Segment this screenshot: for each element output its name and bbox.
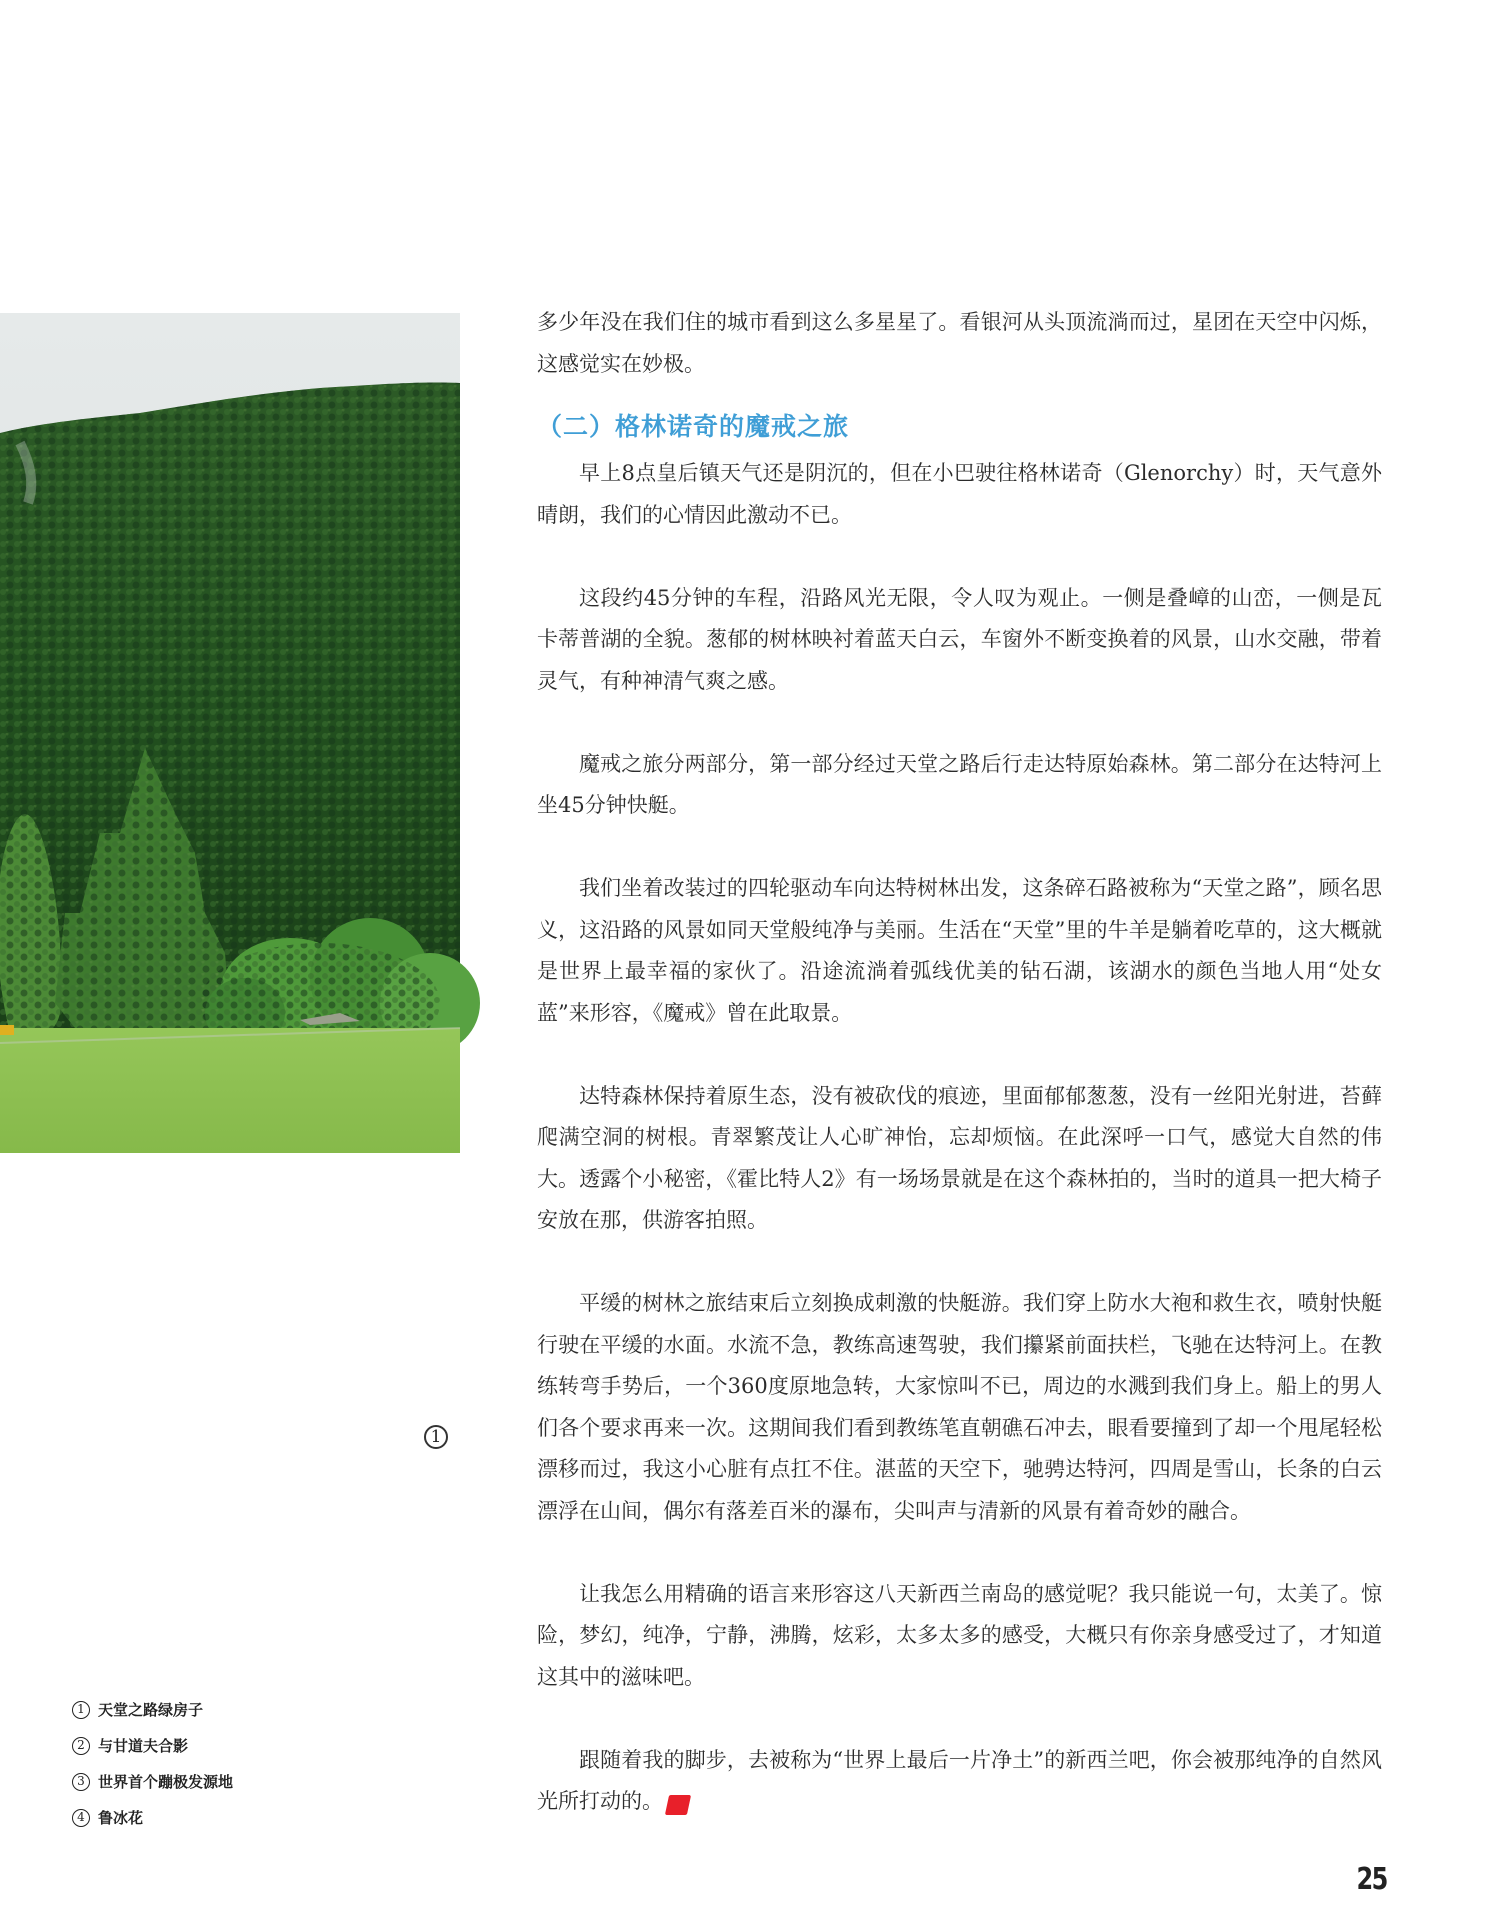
caption-text: 天堂之路绿房子 [98, 1701, 204, 1719]
paragraph-7: 让我怎么用精确的语言来形容这八天新西兰南岛的感觉呢？我只能说一句，太美了。惊险，梦幻，纯净，宁静，沸腾，炫彩，太多太多的感受，大概只有你亲身感受过了，才知道这其中的滋味吧。 [537, 1581, 1382, 1689]
caption-item [72, 1728, 233, 1764]
caption-text: 与甘道夫合影 [98, 1737, 189, 1755]
caption-number: 4 [72, 1809, 90, 1827]
caption-number: 3 [72, 1773, 90, 1791]
paragraph-3: 魔戒之旅分两部分，第一部分经过天堂之路后行走达特原始森林。第二部分在达特河上坐45分钟快艇。 [537, 751, 1382, 817]
photo-illustration [0, 313, 460, 1153]
intro-paragraph: 多少年没在我们住的城市看到这么多星星了。看银河从头顶流淌而过，星团在天空中闪烁，这感觉实在妙极。 [537, 310, 1382, 376]
paragraph-6: 平缓的树林之旅结束后立刻换成刺激的快艇游。我们穿上防水大袍和救生衣，喷射快艇行驶在平缓的水面。水流不急，教练高速驾驶，我们攥紧前面扶栏，飞驰在达特河上。在教练转弯手势后，一个360度原地急转，大家惊叫不已，周边的水溅到我们身上。船上的男人们各个要求再来一次。这期间我们看到教练笔直朝礁石冲去，眼看要撞到了却一个甩尾轻松漂移而过，我这小心脏有点扛不住。湛蓝的天空下，驰骋达特河，四周是雪山，长条的白云漂浮在山间，偶尔有落差百米的瀑布，尖叫声与清新的风景有着奇妙的融合。 [537, 1291, 1382, 1523]
caption-text: 世界首个蹦极发源地 [98, 1773, 234, 1791]
caption-item [72, 1692, 233, 1728]
caption-item [72, 1764, 233, 1800]
section-title: （二）格林诺奇的魔戒之旅 [537, 412, 850, 441]
end-mark-icon: G [665, 1795, 691, 1815]
article-body [537, 302, 1382, 1823]
page-number: 25 [1356, 1862, 1387, 1897]
caption-item [72, 1800, 233, 1836]
paragraph-1: 早上8点皇后镇天气还是阴沉的，但在小巴驶往格林诺奇（Glenorchy）时，天气意外晴朗，我们的心情因此激动不已。 [537, 461, 1382, 527]
landscape-photo [0, 313, 460, 1447]
paragraph-4: 我们坐着改装过的四轮驱动车向达特树林出发，这条碎石路被称为“天堂之路”，顾名思义，这沿路的风景如同天堂般纯净与美丽。生活在“天堂”里的牛羊是躺着吃草的，这大概就是世界上最幸福的家伙了。沿途流淌着弧线优美的钻石湖，该湖水的颜色当地人用“处女蓝”来形容，《魔戒》曾在此取景。 [537, 876, 1382, 1025]
paragraph-5: 达特森林保持着原生态，没有被砍伐的痕迹，里面郁郁葱葱，没有一丝阳光射进，苔藓爬满空洞的树根。青翠繁茂让人心旷神怡，忘却烦恼。在此深呼一口气，感觉大自然的伟大。透露个小秘密，《霍比特人2》有一场场景就是在这个森林拍的，当时的道具一把大椅子安放在那，供游客拍照。 [537, 1083, 1382, 1232]
photo-number-badge: 1 [424, 1425, 448, 1449]
caption-text: 鲁冰花 [98, 1809, 144, 1827]
closing-text: 跟随着我的脚步，去被称为“世界上最后一片净土”的新西兰吧，你会被那纯净的自然风光所打动的。 [537, 1747, 1382, 1813]
photo-captions [72, 1692, 233, 1836]
paragraph-2: 这段约45分钟的车程，沿路风光无限，令人叹为观止。一侧是叠嶂的山峦，一侧是瓦卡蒂普湖的全貌。葱郁的树林映衬着蓝天白云，车窗外不断变换着的风景，山水交融，带着灵气，有种神清气爽之感。 [537, 585, 1382, 693]
caption-number: 2 [72, 1737, 90, 1755]
closing-paragraph [537, 1740, 1382, 1823]
caption-number: 1 [72, 1701, 90, 1719]
